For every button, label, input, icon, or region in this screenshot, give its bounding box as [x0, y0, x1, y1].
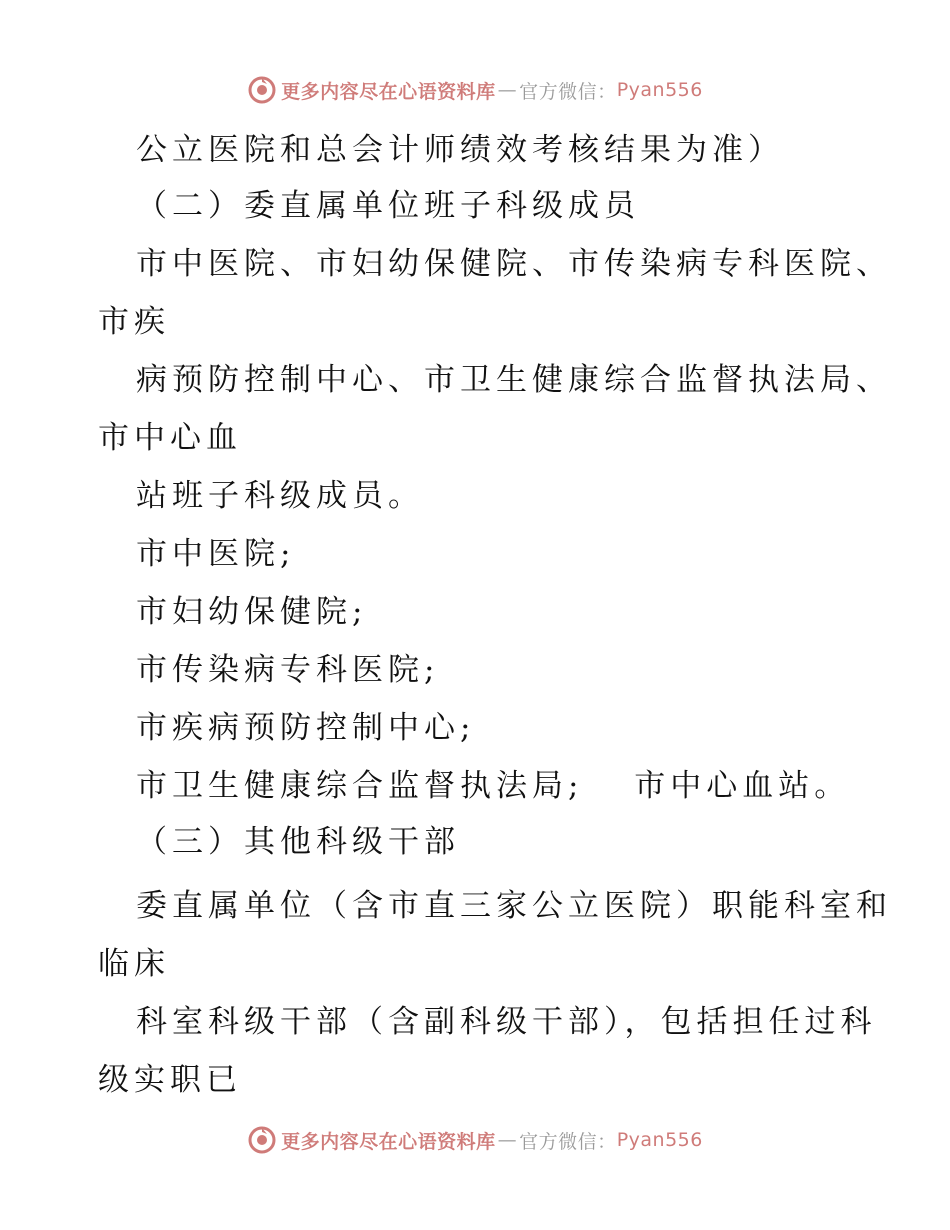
list-item: 市卫生健康综合监督执法局; 市中心血站。: [136, 768, 851, 804]
section-heading: （二）委直属单位班子科级成员: [136, 188, 640, 224]
text-line: 公立医院和总会计师绩效考核结果为准）: [136, 132, 784, 168]
section-heading: （三）其他科级干部: [136, 824, 460, 860]
text-line: 级实职已: [98, 1062, 242, 1098]
text-line: 科室科级干部（含副科级干部），包括担任过科: [136, 1004, 877, 1040]
text-line: 委直属单位（含市直三家公立医院）职能科室和: [136, 888, 892, 924]
text-line: 站班子科级成员。: [136, 478, 424, 514]
list-item: 市中医院;: [136, 536, 296, 572]
list-item: 市疾病预防控制中心;: [136, 710, 476, 746]
watermark-id: Pyan556: [616, 1129, 703, 1151]
text-line: 临床: [98, 946, 170, 982]
list-item: 市传染病专科医院;: [136, 652, 440, 688]
watermark-footer: [0, 1120, 950, 1160]
watermark-text: 更多内容尽在心语资料库: [281, 1130, 496, 1153]
watermark-text: 更多内容尽在心语资料库: [281, 80, 496, 103]
watermark-id: Pyan556: [616, 79, 703, 101]
logo-icon: [247, 75, 277, 105]
list-item: 市妇幼保健院;: [136, 594, 368, 630]
text-line: 市中心血: [98, 420, 242, 456]
watermark-label: 官方微信：: [519, 80, 617, 103]
watermark-separator: —: [497, 79, 518, 101]
watermark-separator: —: [497, 1129, 518, 1151]
text-line: 市疾: [98, 304, 170, 340]
text-line: 病预防控制中心、市卫生健康综合监督执法局、: [136, 362, 892, 398]
text-line: 市中医院、市妇幼保健院、市传染病专科医院、: [136, 246, 892, 282]
logo-icon: [247, 1125, 277, 1155]
watermark-header: [0, 70, 950, 110]
watermark-label: 官方微信：: [519, 1130, 617, 1153]
